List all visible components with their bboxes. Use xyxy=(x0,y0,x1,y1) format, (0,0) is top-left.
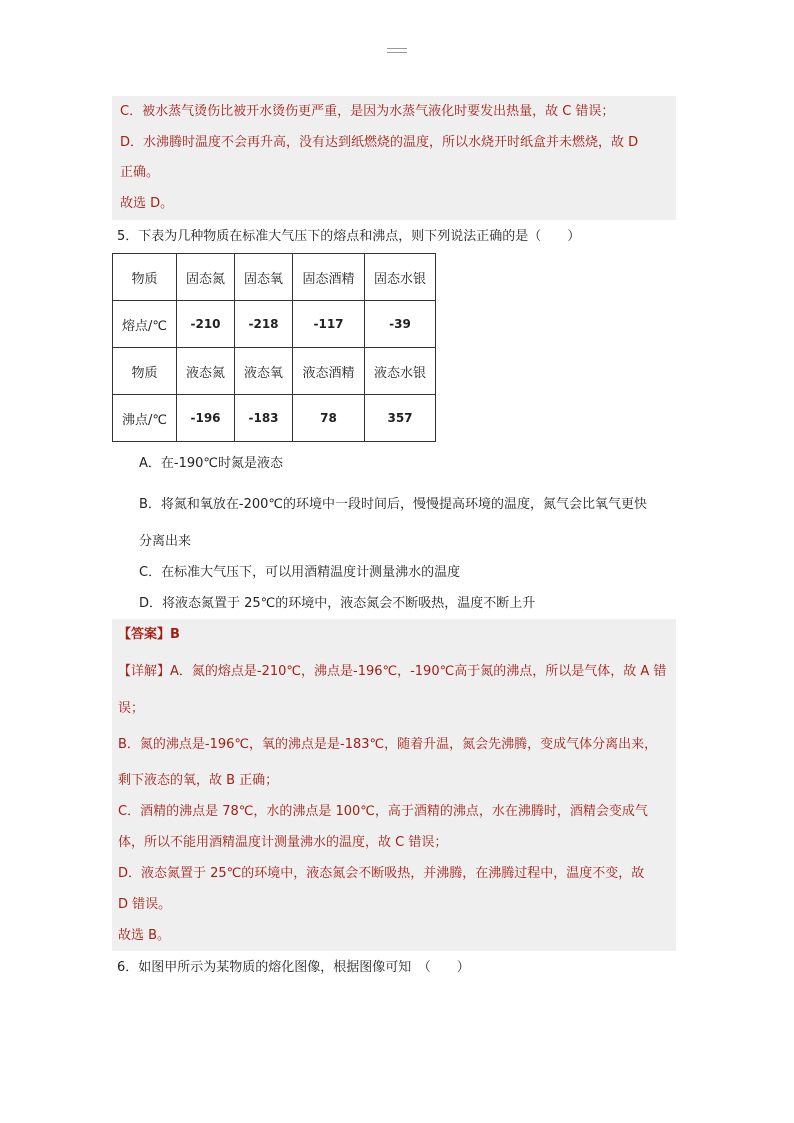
prev-answer-line-d2: 正确。 xyxy=(120,165,160,180)
detail-d-line1: D．液态氮置于 25℃的环境中，液态氮会不断吸热，并沸腾，在沸腾过程中，温度不变，故 xyxy=(118,866,645,881)
table-cell: 固态酒精 xyxy=(293,254,365,301)
table-cell: 液态氮 xyxy=(177,348,235,395)
option-c: C．在标准大气压下，可以用酒精温度计测量沸水的温度 xyxy=(139,565,461,580)
table-row xyxy=(113,254,436,301)
option-b-line2: 分离出来 xyxy=(139,534,192,549)
table-cell: 物质 xyxy=(113,254,177,301)
table-cell: 固态氧 xyxy=(235,254,293,301)
prev-answer-line-d1: D．水沸腾时温度不会再升高，没有达到纸燃烧的温度，所以水烧开时纸盒并未燃烧，故 D xyxy=(120,135,639,150)
table-cell: 液态酒精 xyxy=(293,348,365,395)
detail-c-line2: 体，所以不能用酒精温度计测量沸水的温度，故 C 错误； xyxy=(118,835,448,850)
detail-b-line2: 剩下液态的氧，故 B 正确； xyxy=(118,773,279,788)
question5-stem: 5．下表为几种物质在标准大气压下的熔点和沸点，则下列说法正确的是（ ） xyxy=(117,229,581,244)
table-cell: -196 xyxy=(177,395,235,442)
table-cell: 熔点/℃ xyxy=(113,301,177,348)
detail-c-line1: C．酒精的沸点是 78℃，水的沸点是 100℃，高于酒精的沸点，水在沸腾时，酒精会变成气 xyxy=(118,804,648,819)
table-cell: -218 xyxy=(235,301,293,348)
table-row xyxy=(113,348,436,395)
prev-answer-conclusion: 故选 D。 xyxy=(120,196,174,211)
option-b-line1: B．将氮和氧放在-200℃的环境中一段时间后，慢慢提高环境的温度，氮气会比氧气更快 xyxy=(139,497,648,512)
table-row xyxy=(113,301,436,348)
option-d: D．将液态氮置于 25℃的环境中，液态氮会不断吸热，温度不断上升 xyxy=(139,596,536,611)
table-cell: -117 xyxy=(293,301,365,348)
table-cell: 液态氧 xyxy=(235,348,293,395)
table-cell: 固态水银 xyxy=(365,254,436,301)
question6-stem: 6．如图甲所示为某物质的熔化图像，根据图像可知 （ ） xyxy=(117,960,470,975)
table-cell: 沸点/℃ xyxy=(113,395,177,442)
detail-a-line1: 【详解】A．氮的熔点是-210℃，沸点是-196℃，-190℃高于氮的沸点，所以是气体，故 A 错 xyxy=(118,664,667,679)
table-cell: 固态氮 xyxy=(177,254,235,301)
properties-table xyxy=(112,253,436,442)
prev-answer-line-c: C．被水蒸气烫伤比被开水烫伤更严重，是因为水蒸气液化时要发出热量，故 C 错误； xyxy=(120,104,615,119)
detail-b-line1: B．氮的沸点是-196℃，氧的沸点是是-183℃，随着升温，氮会先沸腾，变成气体分离出来， xyxy=(118,737,658,752)
table-cell: 液态水银 xyxy=(365,348,436,395)
table-cell: 物质 xyxy=(113,348,177,395)
table-row xyxy=(113,395,436,442)
header-decoration xyxy=(387,48,407,53)
table-cell: -183 xyxy=(235,395,293,442)
table-cell: 357 xyxy=(365,395,436,442)
answer-label: 【答案】B xyxy=(118,627,180,642)
table-cell: 78 xyxy=(293,395,365,442)
option-a: A．在-190℃时氮是液态 xyxy=(139,456,283,471)
detail-d-line2: D 错误。 xyxy=(118,897,172,912)
detail-a-line2: 误； xyxy=(118,701,145,716)
table-cell: -39 xyxy=(365,301,436,348)
answer-conclusion: 故选 B。 xyxy=(118,928,171,943)
table-cell: -210 xyxy=(177,301,235,348)
